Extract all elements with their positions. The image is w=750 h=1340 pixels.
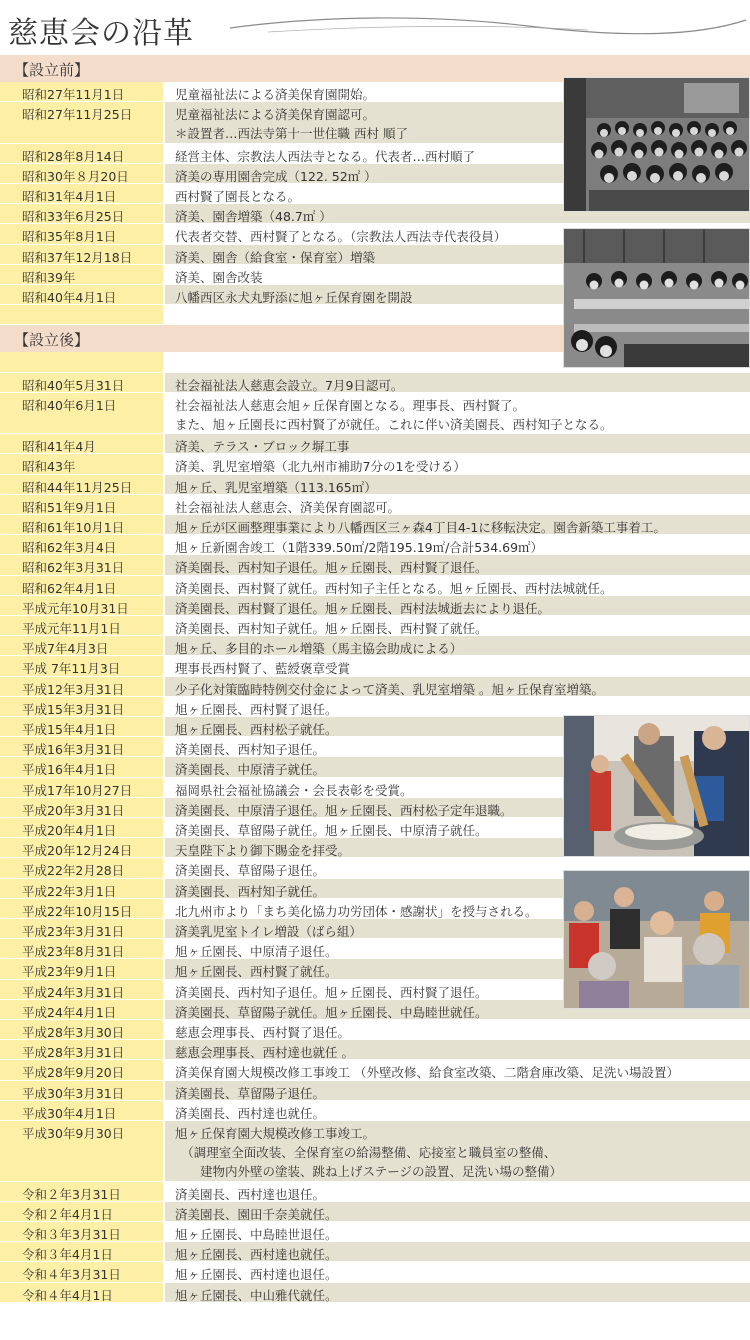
timeline-date-cell [0, 164, 163, 183]
timeline-row [0, 555, 750, 574]
timeline-row [0, 1182, 750, 1201]
classroom-photo-art [564, 78, 749, 211]
timeline-date: 平成元年10月31日 [22, 600, 129, 616]
timeline-row [0, 1040, 750, 1059]
timeline-description-cell [165, 434, 750, 453]
timeline-row [0, 1262, 750, 1281]
timeline-description-line: 旭ヶ丘園長、中原清子退任。 [175, 944, 338, 960]
timeline-description-line: 済美、園舎増築（48.7㎡ ） [175, 209, 332, 225]
timeline-date: 昭和35年8月1日 [22, 229, 117, 245]
timeline-date-cell [0, 778, 163, 797]
timeline-description-line: 済美の専用園舎完成（122. 52㎡ ） [175, 168, 377, 184]
timeline-description-cell [165, 1020, 750, 1039]
timeline-date-cell [0, 1121, 163, 1181]
timeline-date-cell [0, 144, 163, 163]
timeline-description-line: 八幡西区永犬丸野添に旭ヶ丘保育園を開設 [175, 290, 413, 305]
timeline-date-cell [0, 285, 163, 304]
timeline-date: 平成28年3月31日 [22, 1045, 125, 1061]
timeline-date: 平成24年4月1日 [22, 1004, 117, 1020]
timeline-description-line: 済美、園舎（給食室・保育室）増築 [175, 249, 376, 265]
timeline-description-line: 西村賢了園長となる。 [175, 189, 301, 204]
timeline-date: 平成30年9月30日 [22, 1126, 125, 1141]
timeline-date-cell [0, 757, 163, 776]
timeline-date-cell [0, 265, 163, 284]
timeline-description-line: 済美、乳児室増築（北九州市補助7分の1を受ける） [175, 459, 466, 475]
timeline-date-cell [0, 1202, 163, 1221]
timeline-date: 平成28年9月20日 [22, 1065, 125, 1081]
mochi-photo-art [564, 716, 749, 856]
timeline-date-cell [0, 1283, 163, 1302]
timeline-description-line: 済美園長、草留陽子退任。 [175, 1085, 326, 1101]
timeline-description-cell [165, 1182, 750, 1201]
timeline-date: 平成20年12月24日 [22, 843, 133, 859]
timeline-description-cell [165, 515, 750, 534]
timeline-date-cell [0, 959, 163, 978]
photo-classroom-children [563, 77, 750, 212]
timeline-description-cell [165, 616, 750, 635]
timeline-description-line: 慈恵会理事長、西村達也就任 。 [175, 1045, 354, 1061]
timeline-row [0, 576, 750, 595]
timeline-date: 令和３年3月31日 [22, 1227, 121, 1242]
timeline-date: 平成17年10月27日 [22, 782, 133, 798]
timeline-description-line: 済美、テラス・ブロック塀工事 [175, 439, 350, 455]
timeline-description-line: 済美園長、西村知子退任。旭ヶ丘園長、西村賢了退任。 [175, 560, 488, 576]
timeline-date: 平成22年10月15日 [22, 903, 133, 919]
timeline-row [0, 1202, 750, 1221]
timeline-date: 平成24年3月31日 [22, 984, 125, 1000]
timeline-description-line: 旭ヶ丘園長、西村賢了就任。 [175, 964, 338, 980]
timeline-description-line: 社会福祉法人慈恵会、済美保育園認可。 [175, 499, 401, 515]
timeline-description-line: 旭ヶ丘、多目的ホール増築（馬主協会助成による） [175, 641, 463, 657]
timeline-date: 平成23年3月31日 [22, 924, 125, 939]
timeline-row [0, 656, 750, 675]
timeline-date: 平成22年3月1日 [22, 883, 117, 899]
timeline-description-line: 北九州市より「まち美化協力功労団体・感謝状」を授与される。 [175, 903, 538, 919]
timeline-description-cell [165, 1060, 750, 1079]
timeline-description-line: 旭ヶ丘園長、西村賢了退任。 [175, 701, 338, 717]
timeline-row [0, 1020, 750, 1039]
section-heading-label: 【設立後】 [14, 331, 90, 350]
timeline-description-line: 理事長西村賢了、藍綬褒章受賞 [175, 661, 351, 677]
timeline-date: 平成20年4月1日 [22, 823, 117, 838]
timeline-date-cell [0, 980, 163, 999]
timeline-description-line: 済美園長、西村知子就任。旭ヶ丘園長、西村賢了就任。 [175, 621, 488, 636]
timeline-date-cell [0, 454, 163, 473]
timeline-date-cell [0, 656, 163, 675]
timeline-date: 令和４年4月1日 [22, 1287, 113, 1303]
timeline-date: 昭和30年８月20日 [22, 168, 129, 184]
timeline-description-cell [165, 1202, 750, 1221]
timeline-row [0, 1242, 750, 1261]
timeline-description-line: 旭ヶ丘、乳児室増築（113.165㎡） [175, 479, 377, 495]
timeline-date-cell [0, 1101, 163, 1120]
timeline-date-cell [0, 1000, 163, 1019]
timeline-date-cell [0, 1242, 163, 1261]
timeline-date: 昭和27年11月25日 [22, 107, 133, 123]
timeline-description-cell [165, 697, 750, 716]
timeline-description-line: 社会福祉法人慈恵会設立。7月9日認可。 [175, 377, 404, 393]
timeline-description-line: 天皇陛下より御下賜金を拝受。 [175, 843, 351, 859]
timeline-description-cell [165, 373, 750, 392]
timeline-date-cell [0, 434, 163, 453]
timeline-row [0, 616, 750, 635]
timeline-date-cell [0, 576, 163, 595]
timeline-date: 平成 7年11月3日 [22, 661, 121, 677]
timeline-date-cell [0, 393, 163, 433]
timeline-date-cell [0, 475, 163, 494]
timeline-row [0, 1101, 750, 1120]
timeline-date-cell [0, 858, 163, 877]
timeline-date: 平成16年4月1日 [22, 762, 117, 778]
timeline-date-cell [0, 677, 163, 696]
timeline-row [0, 1222, 750, 1241]
timeline-description-line: 代表者交替、西村賢了となる。（宗教法人西法寺代表役員） [175, 229, 507, 245]
timeline-date: 昭和51年9月1日 [22, 499, 117, 515]
timeline-date: 昭和31年4月1日 [22, 189, 117, 204]
photo-children-with-elders [563, 870, 750, 1009]
timeline-description-cell [165, 1081, 750, 1100]
lunch-photo-art [564, 229, 749, 367]
timeline-row [0, 454, 750, 473]
timeline-description-cell [165, 1283, 750, 1302]
timeline-date-cell [0, 636, 163, 655]
timeline-date: 昭和43年 [22, 459, 76, 475]
timeline-date: 昭和40年6月1日 [22, 397, 117, 413]
timeline-description-line: 旭ヶ丘園長、中島睦世退任。 [175, 1227, 338, 1242]
timeline-date-cell [0, 495, 163, 514]
timeline-row [0, 515, 750, 534]
timeline-description-line: 旭ヶ丘新園舎竣工（1階339.50㎡/2階195.19㎡/合計534.69㎡） [175, 540, 544, 556]
timeline-date: 平成23年9月1日 [22, 964, 117, 980]
timeline-description-cell [165, 1262, 750, 1281]
timeline-description-cell [165, 1222, 750, 1241]
timeline-date-cell [0, 919, 163, 938]
timeline-description-line: 社会福祉法人慈恵会旭ヶ丘保育園となる。理事長、西村賢了。 [175, 397, 526, 413]
timeline-date-cell [0, 1020, 163, 1039]
timeline-date: 昭和28年8月14日 [22, 148, 125, 164]
timeline-date-cell [0, 596, 163, 615]
timeline-date-cell [0, 352, 163, 371]
timeline-date-cell [0, 939, 163, 958]
timeline-description-cell [165, 636, 750, 655]
timeline-row [0, 434, 750, 453]
timeline-description-line: 済美園長、草留陽子就任。旭ヶ丘園長、中島睦世就任。 [175, 1004, 488, 1020]
timeline-date: 昭和39年 [22, 269, 76, 285]
timeline-date-cell [0, 535, 163, 554]
timeline-date: 平成28年3月30日 [22, 1025, 125, 1040]
timeline-description-line: 済美園長、草留陽子退任。 [175, 863, 326, 879]
timeline-date: 昭和27年11月1日 [22, 87, 125, 102]
timeline-description-line: 済美乳児室トイレ増設（ばら組） [175, 924, 362, 939]
photo-mochi-pounding [563, 715, 750, 857]
timeline-row [0, 535, 750, 554]
timeline-description-line: 児童福祉法による済美保育園認可。 [175, 107, 376, 123]
timeline-date: 令和４年3月31日 [22, 1267, 121, 1283]
title-swash-decoration [228, 12, 748, 42]
timeline-description-line: 済美園長、草留陽子就任。旭ヶ丘園長、中原清子就任。 [175, 823, 488, 838]
timeline-description-line: 児童福祉法による済美保育園開始。 [175, 87, 376, 102]
timeline-row [0, 495, 750, 514]
timeline-description-cell [165, 555, 750, 574]
timeline-description-line: 済美園長、西村知子退任。旭ヶ丘園長、西村賢了退任。 [175, 984, 488, 1000]
photo-lunch-children [563, 228, 750, 368]
timeline-description-cell [165, 576, 750, 595]
timeline-date-cell [0, 697, 163, 716]
timeline-date: 平成30年4月1日 [22, 1105, 117, 1121]
timeline-date-cell [0, 737, 163, 756]
timeline-date: 平成元年11月1日 [22, 621, 121, 636]
timeline-date-cell [0, 1262, 163, 1281]
timeline-date: 平成15年4月1日 [22, 722, 117, 737]
timeline-date-cell [0, 224, 163, 243]
timeline-description-line: 旭ヶ丘が区画整理事業により八幡西区三ヶ森4丁目4-1に移転決定。園舎新築工事着工。 [175, 520, 666, 535]
timeline-date-cell [0, 1222, 163, 1241]
timeline-row [0, 393, 750, 433]
timeline-row [0, 677, 750, 696]
timeline-date: 昭和44年11月25日 [22, 479, 133, 495]
timeline-description-line: （調理室全面改装、全保育室の給湯整備、応接室と職員室の整備、 [175, 1145, 557, 1161]
timeline-description-cell [165, 1101, 750, 1120]
timeline-description-cell [165, 596, 750, 615]
timeline-description-cell [165, 393, 750, 433]
timeline-date-cell [0, 1040, 163, 1059]
timeline-date-cell [0, 1182, 163, 1201]
timeline-row [0, 1121, 750, 1181]
timeline-description-line: 済美保育園大規模改修工事竣工 （外壁改修、給食室改築、二階倉庫改築、足洗い場設置） [175, 1065, 679, 1081]
timeline-description-line: 旭ヶ丘保育園大規模改修工事竣工。 [175, 1126, 376, 1141]
timeline-date-cell [0, 616, 163, 635]
timeline-description-line: 旭ヶ丘園長、中山雅代就任。 [175, 1287, 338, 1303]
timeline-date: 平成20年3月31日 [22, 802, 125, 818]
timeline-date: 令和２年4月1日 [22, 1206, 113, 1222]
timeline-date-cell [0, 184, 163, 203]
timeline-date: 昭和61年10月1日 [22, 520, 125, 535]
timeline-date-cell [0, 82, 163, 101]
timeline-row [0, 636, 750, 655]
timeline-description-line: 旭ヶ丘園長、西村達也就任。 [175, 1247, 338, 1263]
timeline-date-cell [0, 818, 163, 837]
timeline-row [0, 1283, 750, 1302]
timeline-description-line: 慈恵会理事長、西村賢了退任。 [175, 1025, 351, 1040]
timeline-description-line: ＊設置者…西法寺第十一世住職 西村 順了 [175, 126, 408, 142]
timeline-date: 平成12年3月31日 [22, 681, 125, 697]
timeline-date: 令和３年4月1日 [22, 1247, 113, 1263]
section-heading-label: 【設立前】 [14, 61, 90, 79]
timeline-description-cell [165, 1242, 750, 1261]
timeline-description-line: 済美園長、園田千奈美就任。 [175, 1206, 338, 1222]
timeline-description-line: 済美園長、西村知子就任。 [175, 883, 326, 899]
timeline-date: 平成23年8月31日 [22, 944, 125, 960]
timeline-description-cell [165, 454, 750, 473]
timeline-description-line: 済美園長、西村賢了就任。西村知子主任となる。旭ヶ丘園長、西村法城就任。 [175, 580, 613, 596]
timeline-description-cell [165, 677, 750, 696]
timeline-date-cell [0, 555, 163, 574]
timeline-date: 平成15年3月31日 [22, 701, 125, 717]
timeline-description-line: 少子化対策臨時特例交付金によって済美、乳児室増築 。旭ヶ丘保育室増築。 [175, 681, 604, 697]
timeline-date-cell [0, 204, 163, 223]
timeline-row [0, 1081, 750, 1100]
timeline-date: 昭和40年5月31日 [22, 377, 125, 393]
timeline-description-line: 済美園長、西村達也就任。 [175, 1105, 326, 1121]
timeline-date: 昭和37年12月18日 [22, 249, 133, 265]
timeline-description-cell [165, 656, 750, 675]
timeline-date-cell [0, 1081, 163, 1100]
timeline-date-cell [0, 879, 163, 898]
timeline-date: 昭和40年4月1日 [22, 290, 117, 305]
timeline-date: 平成16年3月31日 [22, 742, 125, 758]
timeline-date: 昭和62年3月31日 [22, 560, 125, 576]
timeline-date: 令和２年3月31日 [22, 1186, 121, 1202]
elders-photo-art [564, 871, 749, 1008]
timeline-date-cell [0, 102, 163, 142]
timeline-row [0, 373, 750, 392]
timeline-description-line: 済美園長、中原清子就任。 [175, 762, 326, 778]
timeline-date-cell [0, 373, 163, 392]
timeline-description-line: 済美園長、西村達也退任。 [175, 1186, 326, 1202]
timeline-description-line: 済美園長、中原清子退任。旭ヶ丘園長、西村松子定年退職。 [175, 802, 513, 818]
timeline-date-cell [0, 717, 163, 736]
timeline-date: 昭和62年4月1日 [22, 580, 117, 596]
page-title: 慈恵会の沿革 [8, 16, 194, 51]
timeline-date: 昭和41年4月 [22, 439, 96, 455]
timeline-date-cell [0, 798, 163, 817]
timeline-description-line: また、旭ヶ丘園長に西村賢了が就任。これに伴い済美園長、西村知子となる。 [175, 416, 613, 432]
timeline-description-line: 済美園長、西村賢了退任。旭ヶ丘園長、西村法城逝去により退任。 [175, 600, 551, 616]
timeline-date-cell [0, 899, 163, 918]
timeline-date: 平成7年4月3日 [22, 641, 109, 657]
page-header [0, 0, 750, 53]
timeline-description-line: 建物内外壁の塗装、跳ね上げステージの設置、足洗い場の整備） [175, 1164, 563, 1180]
timeline-date-cell [0, 305, 163, 324]
timeline-description-line: 経営主体、宗教法人西法寺となる。代表者…西村順了 [175, 148, 476, 164]
timeline-date-cell [0, 245, 163, 264]
timeline-date-cell [0, 515, 163, 534]
timeline-row [0, 697, 750, 716]
timeline-description-cell [165, 1121, 750, 1181]
timeline-date: 昭和62年3月4日 [22, 540, 117, 556]
timeline-row [0, 1060, 750, 1079]
timeline-row [0, 475, 750, 494]
timeline-description-line: 福岡県社会福祉協議会・会長表彰を受賞。 [175, 782, 413, 798]
timeline-description-line: 旭ヶ丘園長、西村達也退任。 [175, 1267, 338, 1283]
timeline-description-cell [165, 495, 750, 514]
timeline-date-cell [0, 838, 163, 857]
timeline-date-cell [0, 1060, 163, 1079]
timeline-date: 平成22年2月28日 [22, 863, 125, 879]
timeline-description-line: 済美、園舎改装 [175, 269, 263, 285]
timeline-description-line: 旭ヶ丘園長、西村松子就任。 [175, 722, 338, 737]
timeline-date: 平成30年3月31日 [22, 1085, 125, 1101]
timeline-description-cell [165, 1040, 750, 1059]
timeline-description-cell [165, 535, 750, 554]
timeline-description-cell [165, 475, 750, 494]
timeline-row [0, 596, 750, 615]
timeline-date: 昭和33年6月25日 [22, 209, 125, 225]
timeline-description-line: 済美園長、西村知子退任。 [175, 742, 326, 758]
